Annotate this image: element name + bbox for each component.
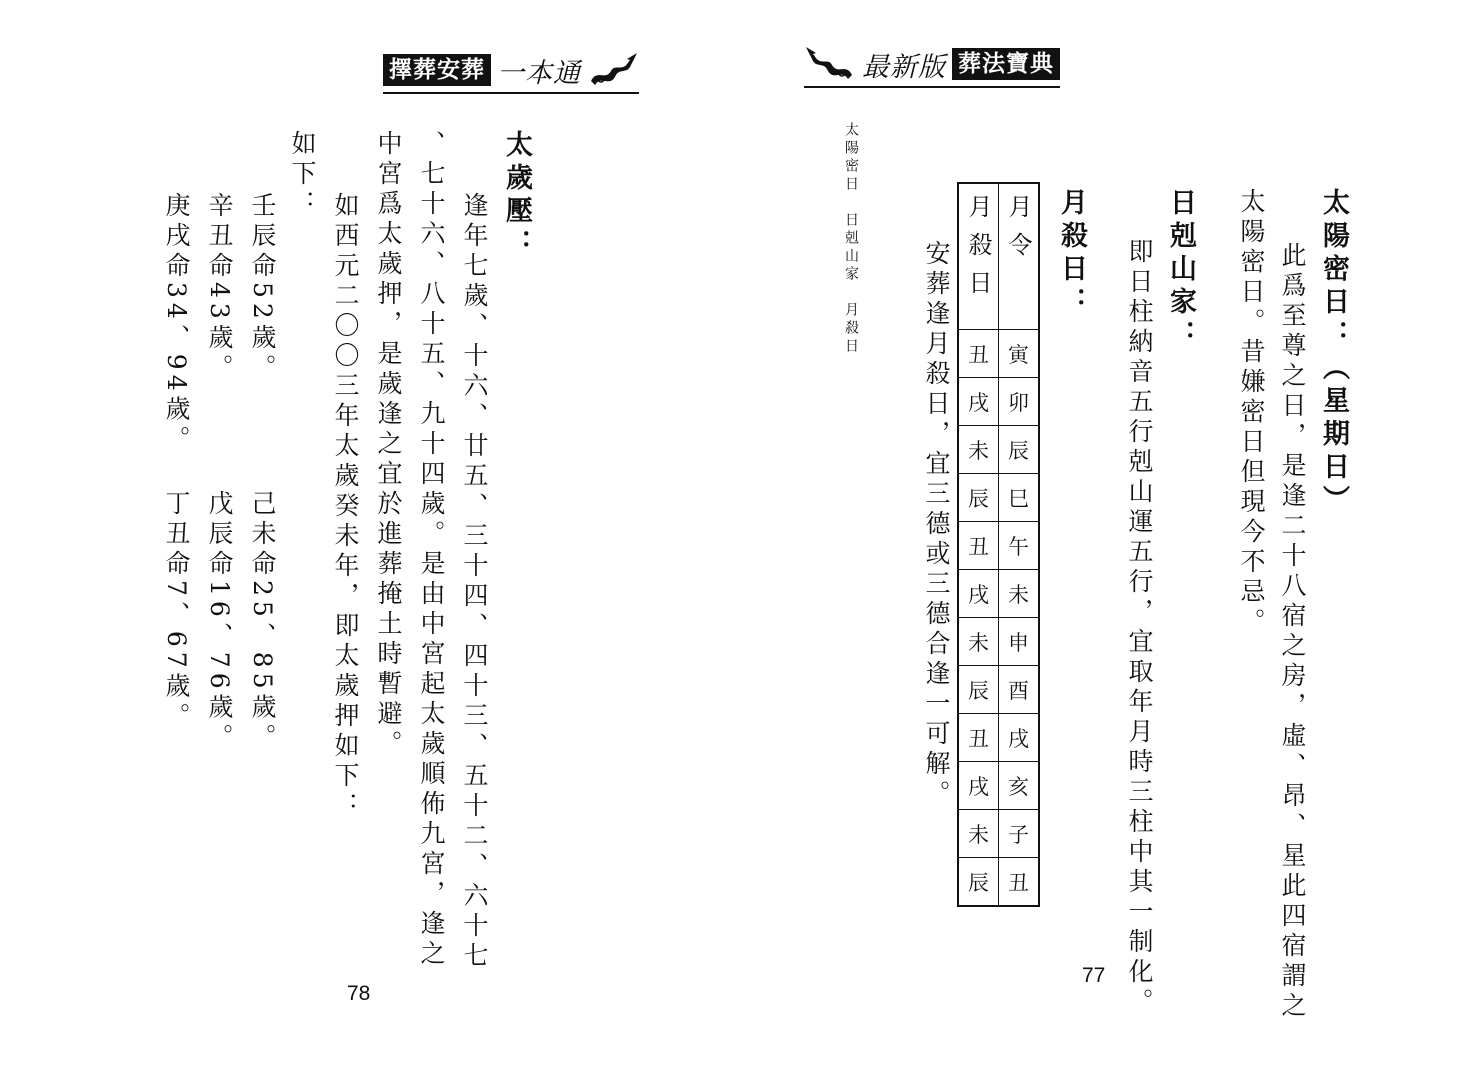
table-row [958, 810, 1039, 858]
table-row [958, 714, 1039, 762]
month-kill-note: 安葬逢月殺日，宜三德或三德合逢一可解。 [922, 240, 951, 810]
sun-line-2: 太陽密日。昔嫌密日但現今不忌。 [1237, 188, 1266, 638]
para-line-4: 如西元二〇〇三年太歲癸未年，即太歲押如下： [331, 192, 360, 822]
month-cell: 丑 [999, 858, 1040, 907]
kill-day-cell: 丑 [958, 330, 999, 378]
table-row [958, 330, 1039, 378]
para-line-1: 逢年七歲、十六、廿五、三十四、四十三、五十二、六十七 [460, 192, 489, 972]
right-page [742, 0, 1484, 1080]
left-banner-boxed-title: 擇葬安葬 [383, 54, 491, 85]
heading-day-conflict-mountain: 日剋山家： [1165, 188, 1196, 353]
table-header-month: 月令 [999, 183, 1040, 330]
page-number: 78 [347, 982, 371, 1005]
kill-day-cell: 戌 [958, 762, 999, 810]
side-caption: 太陽密日 日剋山家 月殺日 [843, 122, 859, 356]
sun-line-1: 此爲至尊之日，是逢二十八宿之房，虛、昂、星此四宿謂之 [1278, 242, 1307, 1022]
month-cell: 亥 [999, 762, 1040, 810]
left-page-banner [383, 48, 639, 94]
month-cell: 巳 [999, 474, 1040, 522]
kill-day-cell: 未 [958, 426, 999, 474]
kill-day-cell: 未 [958, 618, 999, 666]
kill-day-cell: 丑 [958, 714, 999, 762]
month-cell: 午 [999, 522, 1040, 570]
month-cell: 辰 [999, 426, 1040, 474]
list-item: 壬辰命52歲。 [248, 192, 277, 384]
list-item: 己未命25、85歲。 [248, 490, 277, 754]
para-line-3: 中宮爲太歲押，是歲逢之宜於進葬掩土時暫避。 [374, 130, 403, 760]
table-row [958, 570, 1039, 618]
kill-day-cell: 戌 [958, 378, 999, 426]
heading-sun-secret-day: 太陽密日：（星期日） [1318, 188, 1349, 518]
table-row [958, 762, 1039, 810]
left-banner-title: 一本通 [497, 57, 581, 89]
table-row [958, 666, 1039, 714]
month-kill-table [957, 182, 1040, 907]
page-number: 77 [1082, 964, 1106, 987]
list-item: 丁丑命7、67歲。 [162, 490, 191, 733]
table-row [958, 378, 1039, 426]
table-header-kill-day: 月殺日 [958, 183, 999, 330]
month-cell: 寅 [999, 330, 1040, 378]
right-banner-title: 最新版 [862, 51, 946, 83]
table-row [958, 183, 1039, 330]
table-row [958, 426, 1039, 474]
month-cell: 子 [999, 810, 1040, 858]
month-cell: 戌 [999, 714, 1040, 762]
list-item: 戊辰命16、76歲。 [205, 490, 234, 754]
table-row [958, 858, 1039, 907]
kill-day-cell: 未 [958, 810, 999, 858]
table-row [958, 618, 1039, 666]
table-row [958, 522, 1039, 570]
month-cell: 申 [999, 618, 1040, 666]
kill-day-cell: 辰 [958, 858, 999, 907]
dragon-icon [587, 51, 639, 89]
right-page-banner [804, 42, 1060, 88]
rike-line: 即日柱納音五行剋山運五行，宜取年月時三柱中其一制化。 [1125, 238, 1154, 1018]
list-item: 庚戌命34、94歲。 [162, 192, 191, 456]
kill-day-cell: 戌 [958, 570, 999, 618]
heading-taisui-ya: 太歲壓： [501, 130, 532, 262]
kill-day-cell: 辰 [958, 474, 999, 522]
dragon-icon [804, 45, 856, 83]
month-cell: 卯 [999, 378, 1040, 426]
table-row [958, 474, 1039, 522]
right-banner-boxed-title: 葬法寶典 [952, 48, 1060, 79]
kill-day-cell: 丑 [958, 522, 999, 570]
para-line-2: 、七十六、八十五、九十四歲。是由中宮起太歲順佈九宮，逢之 [417, 130, 446, 970]
para-line-5: 如下： [288, 130, 317, 220]
heading-month-kill-day: 月殺日： [1056, 188, 1087, 320]
kill-day-cell: 辰 [958, 666, 999, 714]
list-item: 辛丑命43歲。 [205, 192, 234, 384]
month-cell: 未 [999, 570, 1040, 618]
month-cell: 酉 [999, 666, 1040, 714]
